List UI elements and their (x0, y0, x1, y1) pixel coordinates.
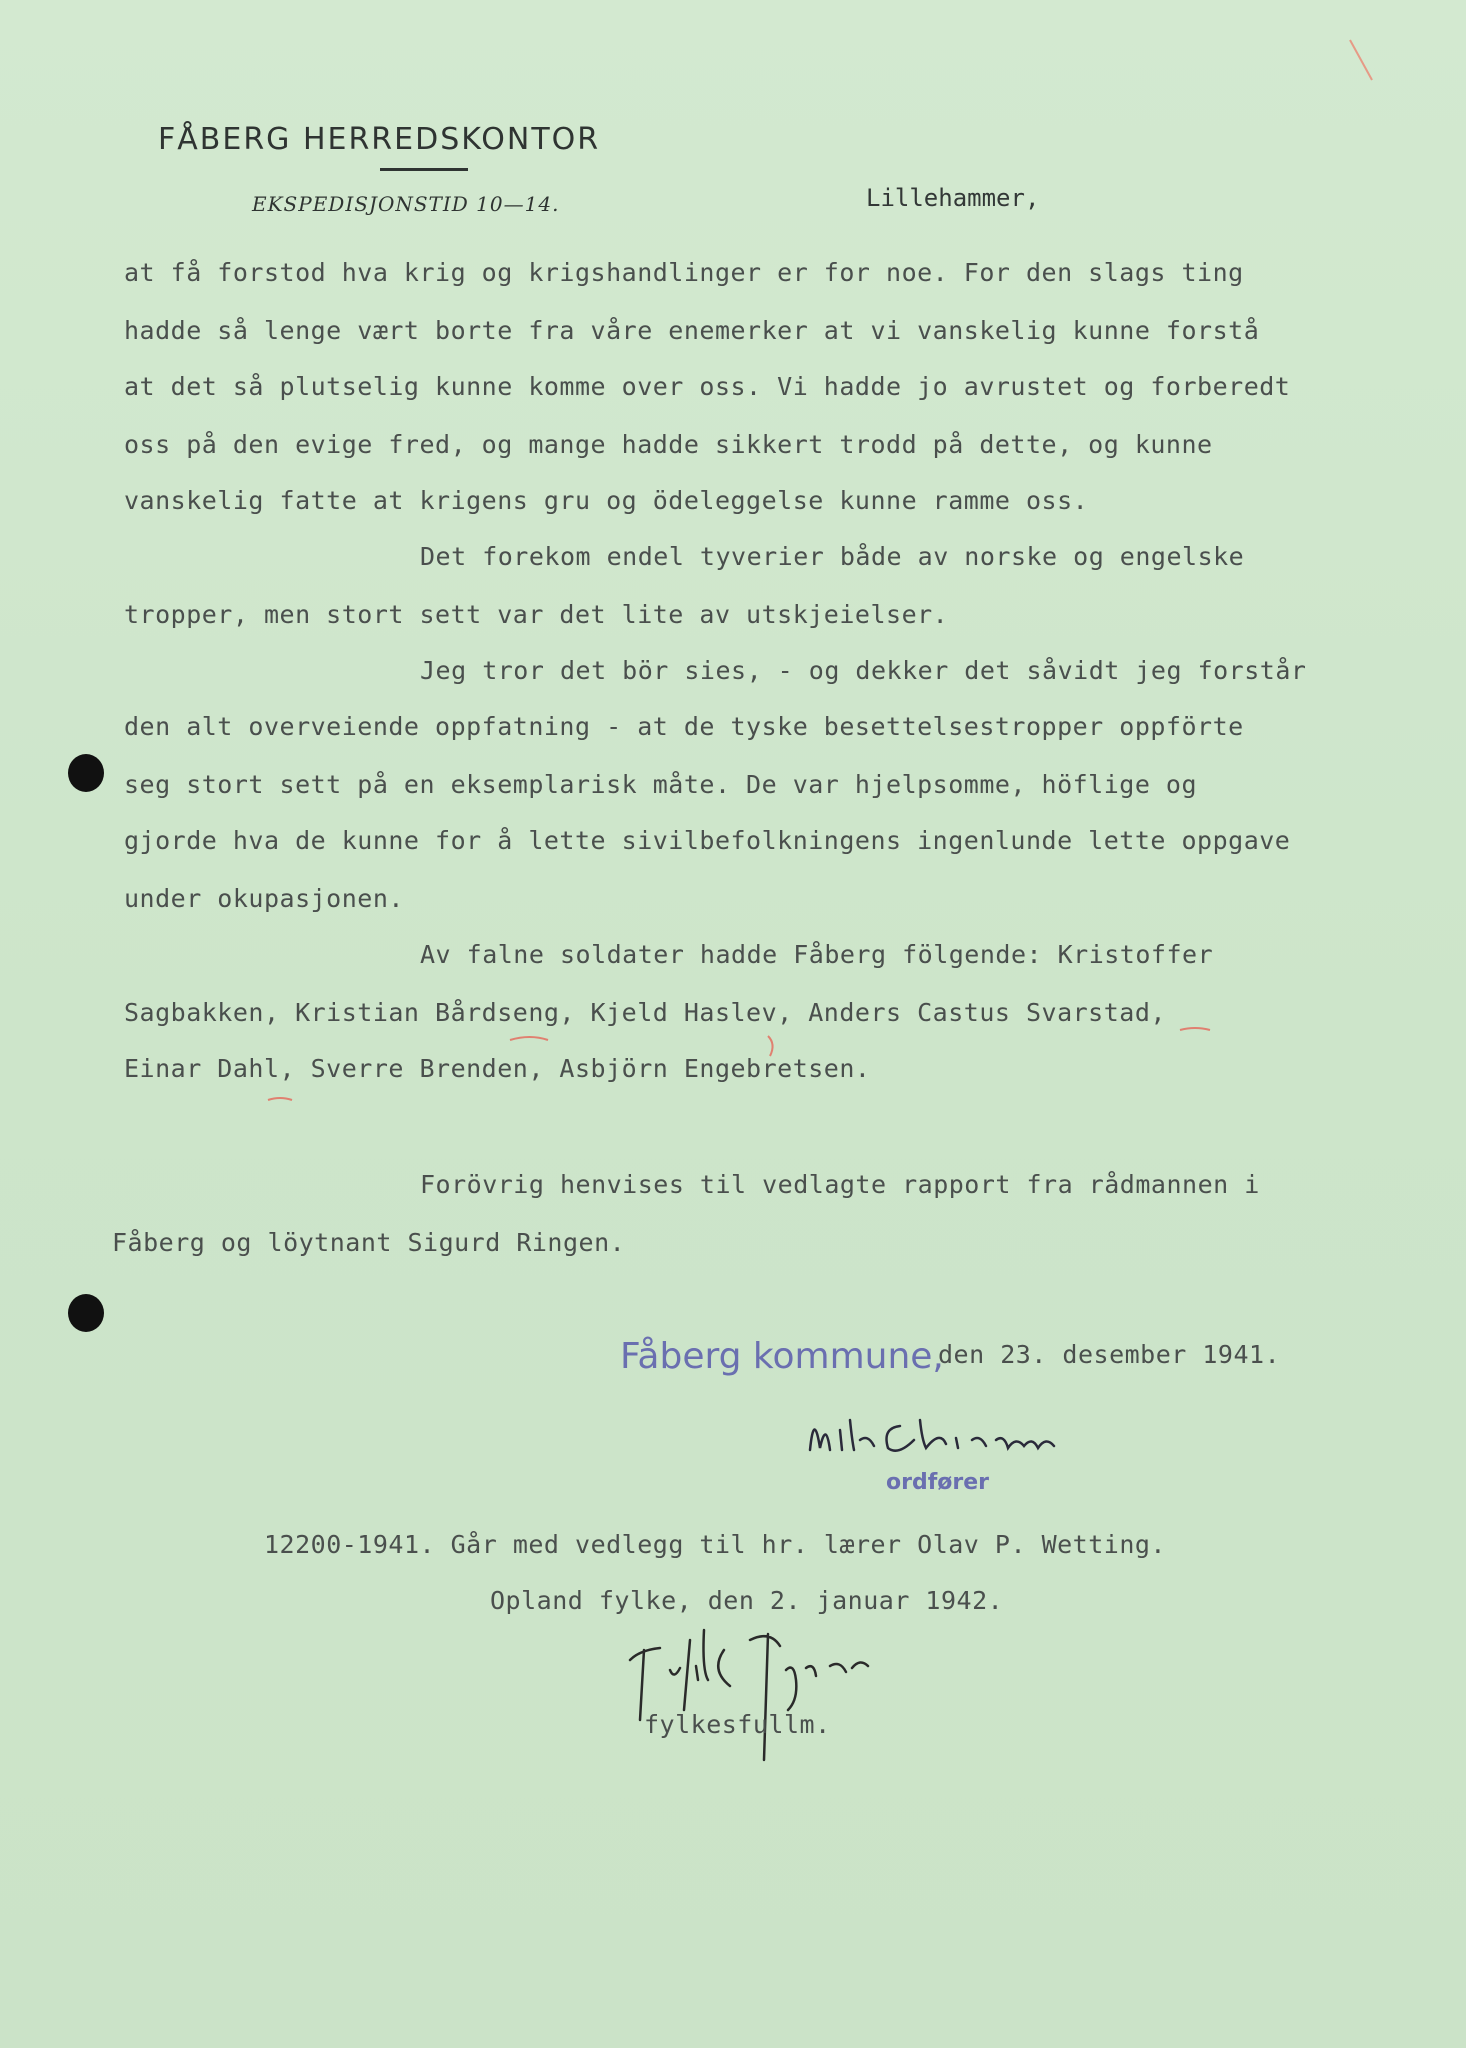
body-line: Sagbakken, Kristian Bårdseng, Kjeld Haslev, Anders Castus Svarstad, (124, 998, 1166, 1027)
body-line: tropper, men stort sett var det lite av utskjeielser. (124, 600, 949, 629)
punch-hole (68, 754, 104, 792)
body-line: Av falne soldater hadde Fåberg fölgende: Kristoffer (420, 940, 1214, 969)
body-line: Fåberg og löytnant Sigurd Ringen. (112, 1228, 626, 1257)
body-line: oss på den evige fred, og mange hadde sikkert trodd på dette, og kunne (124, 430, 1213, 459)
pencil-underline-mark (768, 1036, 773, 1056)
signature-stroke (810, 1420, 1054, 1451)
body-line: vanskelig fatte at krigens gru og ödeleggelse kunne ramme oss. (124, 486, 1089, 515)
signature-stroke (630, 1630, 868, 1760)
body-line: Forövrig henvises til vedlagte rapport fra rådmannen i (420, 1170, 1260, 1199)
pencil-underline-mark (268, 1098, 292, 1100)
pencil-underline-mark (1180, 1028, 1210, 1030)
forwarding-line: 12200-1941. Går med vedlegg til hr. lærer Olav P. Wetting. (264, 1530, 1166, 1559)
letterhead-title: FÅBERG HERREDSKONTOR (158, 122, 601, 157)
body-line: at det så plutselig kunne komme over oss. Vi hadde jo avrustet og forberedt (124, 372, 1291, 401)
pencil-tick-mark (1350, 40, 1372, 80)
mayor-role: ordfører (886, 1470, 990, 1495)
punch-hole (68, 1294, 104, 1332)
county-role: fylkesfullm. (644, 1710, 831, 1739)
pencil-underline-mark (510, 1037, 548, 1040)
body-line: at få forstod hva krig og krigshandlinger er for noe. For den slags ting (124, 258, 1244, 287)
place-line: Lillehammer, (866, 184, 1040, 212)
body-line: Einar Dahl, Sverre Brenden, Asbjörn Engebretsen. (124, 1054, 871, 1083)
body-line: hadde så lenge vært borte fra våre enemerker at vi vanskelig kunne forstå (124, 316, 1260, 345)
signature-county (600, 1610, 900, 1770)
body-line: Det forekom endel tyverier både av norske og engelske (420, 542, 1245, 571)
forwarding-date: Opland fylke, den 2. januar 1942. (490, 1586, 1004, 1615)
signature-mayor (790, 1400, 1110, 1480)
closing-date: den 23. desember 1941. (938, 1340, 1281, 1369)
body-line: under okupasjonen. (124, 884, 404, 913)
office-hours: EKSPEDISJONSTID 10—14. (252, 192, 560, 216)
body-line: Jeg tror det bör sies, - og dekker det såvidt jeg forstår (420, 656, 1307, 685)
body-line: den alt overveiende oppfatning - at de tyske besettelsestropper oppförte (124, 712, 1244, 741)
body-line: gjorde hva de kunne for å lette sivilbefolkningens ingenlunde lette oppgave (124, 826, 1291, 855)
municipal-stamp: Fåberg kommune, (620, 1336, 944, 1377)
body-line: seg stort sett på en eksemplarisk måte. De var hjelpsomme, höflige og (124, 770, 1198, 799)
